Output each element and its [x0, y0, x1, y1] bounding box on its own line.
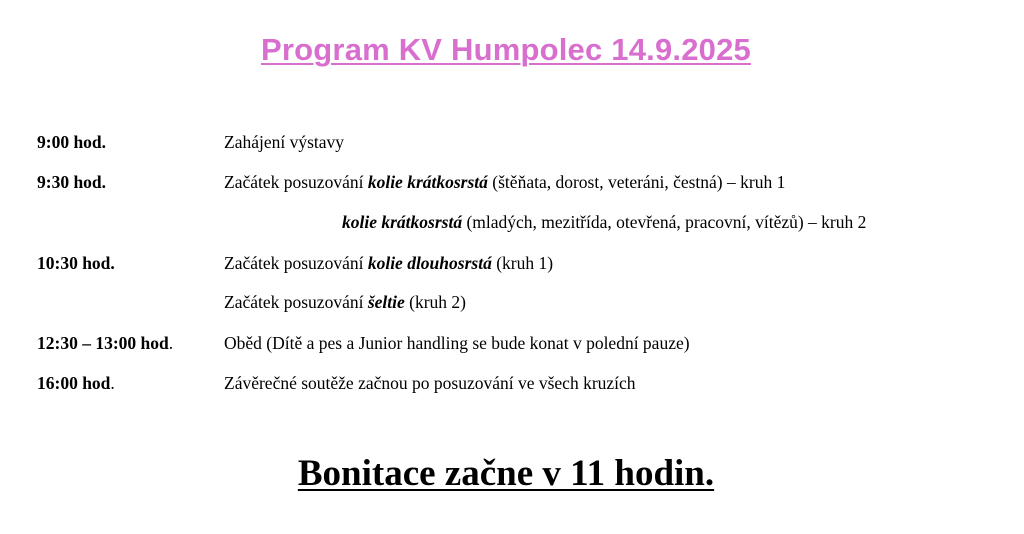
schedule-row-continuation: [0, 210, 1024, 234]
schedule-time: 10:30 hod.: [37, 253, 115, 273]
time-text: 16:00 hod: [37, 373, 111, 393]
schedule-row: [0, 130, 1024, 154]
breed-name: kolie dlouhosrstá: [367, 253, 492, 273]
description-text: (mladých, mezitřída, otevřená, pracovní, vítězů) – kruh 2: [462, 212, 867, 232]
schedule-description: [224, 290, 466, 314]
schedule-description: [224, 170, 785, 194]
schedule-time: [37, 331, 173, 355]
description-text: Začátek posuzování: [224, 172, 368, 192]
schedule-time: 9:00 hod.: [37, 132, 107, 152]
description-text: Zahájení výstavy: [224, 132, 345, 152]
schedule-row: [0, 170, 1024, 194]
footer-notice: Bonitace začne v 11 hodin.: [297, 453, 715, 494]
time-suffix: .: [168, 333, 174, 353]
schedule-description: [224, 130, 344, 154]
description-text: (kruh 1): [491, 253, 554, 273]
breed-name: kolie krátkosrstá: [367, 172, 488, 192]
description-text: (štěňata, dorost, veteráni, čestná) – kruh 1: [487, 172, 786, 192]
description-text: Oběd (Dítě a pes a Junior handling se bude konat v polední pauze): [224, 333, 690, 353]
description-text: (kruh 2): [404, 292, 466, 312]
page-title: Program KV Humpolec 14.9.2025: [261, 32, 751, 67]
description-text: Začátek posuzování: [224, 292, 368, 312]
schedule-time: 9:30 hod.: [37, 172, 107, 192]
description-text: Závěrečné soutěže začnou po posuzování ve všech kruzích: [224, 373, 636, 393]
schedule-row-continuation: [0, 290, 1024, 314]
schedule-time: [37, 371, 115, 395]
schedule-description: [224, 251, 553, 275]
schedule-description: [224, 371, 636, 395]
schedule-row: [0, 251, 1024, 275]
breed-name: kolie krátkosrstá: [342, 212, 463, 232]
schedule-row: [0, 331, 1024, 355]
schedule-description: [224, 331, 690, 355]
time-text: 12:30 – 13:00 hod: [37, 333, 169, 353]
schedule-description: [342, 210, 866, 234]
time-suffix: .: [110, 373, 115, 393]
schedule-row: [0, 371, 1024, 395]
breed-name: šeltie: [367, 292, 405, 312]
description-text: Začátek posuzování: [224, 253, 368, 273]
